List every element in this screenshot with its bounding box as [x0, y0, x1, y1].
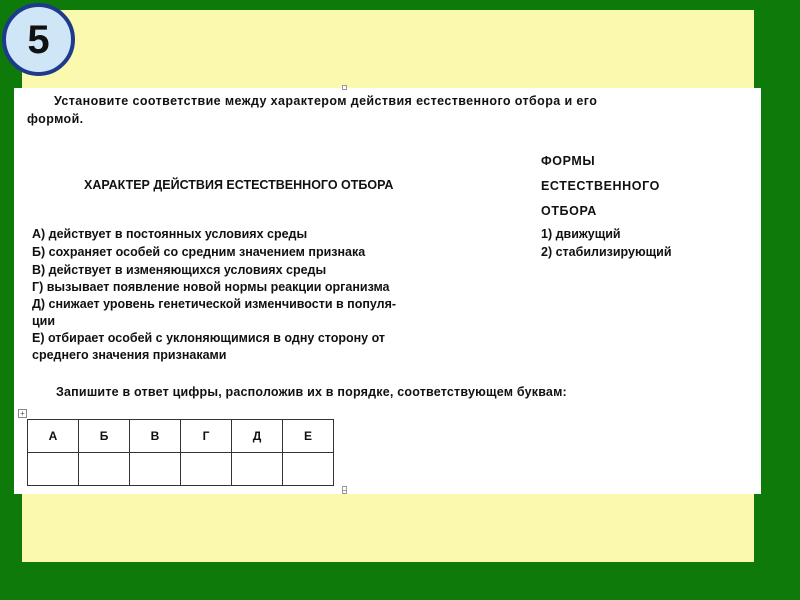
list-item: В) действует в изменяющихся условиях среды: [32, 263, 327, 277]
table-header-cell: Д: [232, 420, 283, 453]
question-line-2: формой.: [27, 112, 84, 126]
task-document: [14, 88, 761, 494]
answer-cell[interactable]: [28, 453, 79, 486]
list-item: Г) вызывает появление новой нормы реакции организма: [32, 280, 390, 294]
table-header-cell: Е: [283, 420, 334, 453]
list-item: Е) отбирает особей с уклоняющимися в одну сторону от: [32, 331, 386, 345]
table-answer-row: [28, 453, 334, 486]
answer-cell[interactable]: [232, 453, 283, 486]
answer-table: [27, 419, 334, 486]
answer-cell[interactable]: [283, 453, 334, 486]
right-header-line-1: ФОРМЫ: [541, 154, 596, 168]
right-header-line-2: ЕСТЕСТВЕННОГО: [541, 179, 660, 193]
answer-cell[interactable]: [79, 453, 130, 486]
list-item: Б) сохраняет особей со средним значением признака: [32, 245, 366, 259]
answer-cell[interactable]: [181, 453, 232, 486]
table-move-handle[interactable]: +: [18, 409, 27, 418]
slide-number-badge: [2, 3, 75, 76]
list-item: среднего значения признаками: [32, 348, 227, 362]
table-header-cell: Б: [79, 420, 130, 453]
answer-instruction: Запишите в ответ цифры, расположив их в порядке, соответствующем буквам:: [56, 385, 567, 399]
table-header-row: [28, 420, 334, 453]
list-item: А) действует в постоянных условиях среды: [32, 227, 308, 241]
option-item: 2) стабилизирующий: [541, 245, 672, 259]
table-header-cell: В: [130, 420, 181, 453]
question-line-1: Установите соответствие между характером действия естественного отбора и его: [54, 94, 598, 108]
right-header-line-3: ОТБОРА: [541, 204, 597, 218]
slide-number: 5: [27, 17, 50, 62]
list-item: ции: [32, 314, 56, 328]
table-header-cell: А: [28, 420, 79, 453]
list-item: Д) снижает уровень генетической изменчивости в популя-: [32, 297, 397, 311]
option-item: 1) движущий: [541, 227, 621, 241]
left-column-header: ХАРАКТЕР ДЕЙСТВИЯ ЕСТЕСТВЕННОГО ОТБОРА: [84, 178, 394, 192]
table-resize-handle[interactable]: [342, 486, 347, 491]
answer-cell[interactable]: [130, 453, 181, 486]
resize-handle-top[interactable]: [342, 85, 347, 90]
table-header-cell: Г: [181, 420, 232, 453]
